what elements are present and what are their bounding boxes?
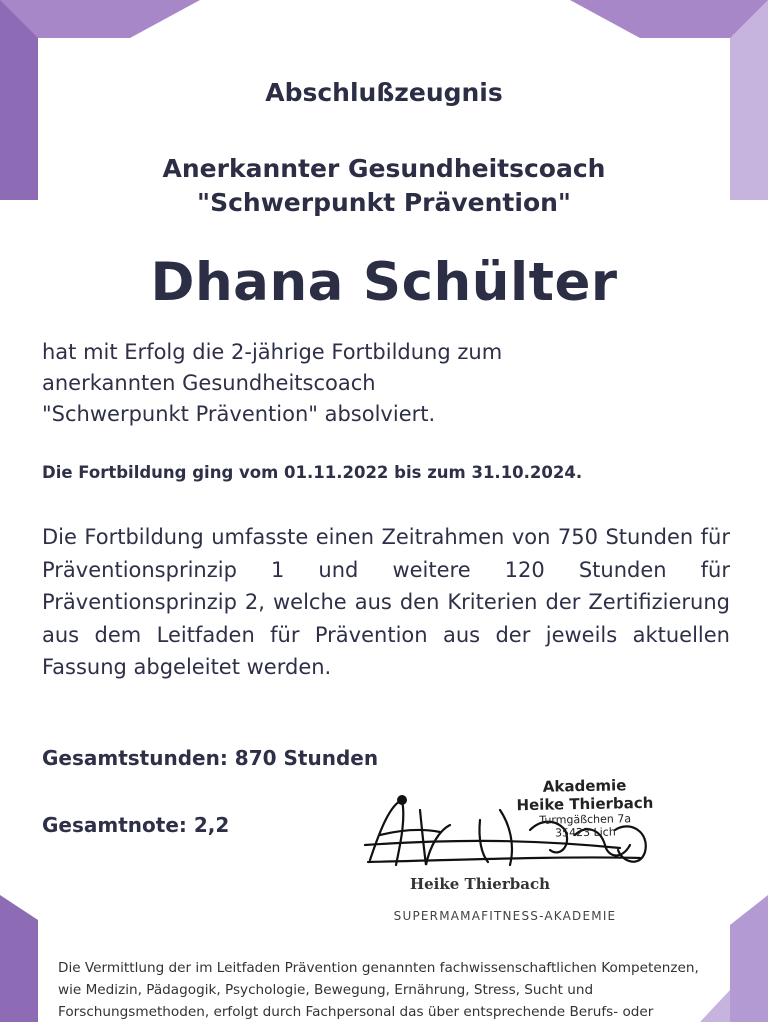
intro-paragraph — [42, 337, 730, 430]
stamp-line-3: Turmgäßchen 7a — [539, 812, 632, 827]
corner-bottom-left — [0, 895, 38, 1022]
footer-line-3: Forschungsmethoden, erfolgt durch Fachpersonal das über entsprechende Berufs- oder — [58, 1004, 654, 1020]
academy-name: SUPERMAMAFITNESS-AKADEMIE — [393, 909, 617, 923]
certificate-title: Abschlußzeugnis — [265, 78, 503, 107]
recipient-name: Dhana Schülter — [150, 252, 618, 313]
signer-name: Heike Thierbach — [409, 875, 551, 893]
total-hours: Gesamtstunden: 870 Stunden — [42, 746, 379, 770]
stamp-line-2: Heike Thierbach — [516, 793, 654, 815]
subtitle-line-2: "Schwerpunkt Prävention" — [197, 188, 571, 217]
certificate-subtitle — [0, 152, 768, 220]
subtitle-line-1: Anerkannter Gesundheitscoach — [162, 154, 606, 183]
course-dates: Die Fortbildung ging vom 01.11.2022 bis zum 31.10.2024. — [42, 463, 583, 482]
footer-line-1: Die Vermittlung der im Leitfaden Prävention genannten fachwissenschaftlichen Kompetenzen, — [58, 960, 699, 976]
intro-line-1: hat mit Erfolg die 2-jährige Fortbildung zum — [42, 340, 503, 364]
footer-line-2: wie Medizin, Pädagogik, Psychologie, Bewegung, Ernährung, Stress, Sucht und — [58, 982, 594, 998]
footer-text — [58, 957, 748, 1023]
academy-stamp — [504, 776, 665, 841]
final-grade: Gesamtnote: 2,2 — [42, 813, 230, 837]
stamp-line-1: Akademie — [542, 776, 627, 796]
scope-paragraph: Die Fortbildung umfasste einen Zeitrahmen von 750 Stunden für Präventionsprinzip 1 und weitere 120 Stunden für Präventionsprinzip 2, welche aus den Kriterien der Zertifizierung aus dem Leitfaden für Prävention aus der jeweils aktuellen Fassung abgeleitet werden. — [42, 525, 730, 679]
intro-line-2: anerkannten Gesundheitscoach — [42, 371, 376, 395]
stamp-line-4: 35423 Lich — [554, 825, 616, 840]
intro-line-3: "Schwerpunkt Prävention" absolviert. — [42, 402, 436, 426]
